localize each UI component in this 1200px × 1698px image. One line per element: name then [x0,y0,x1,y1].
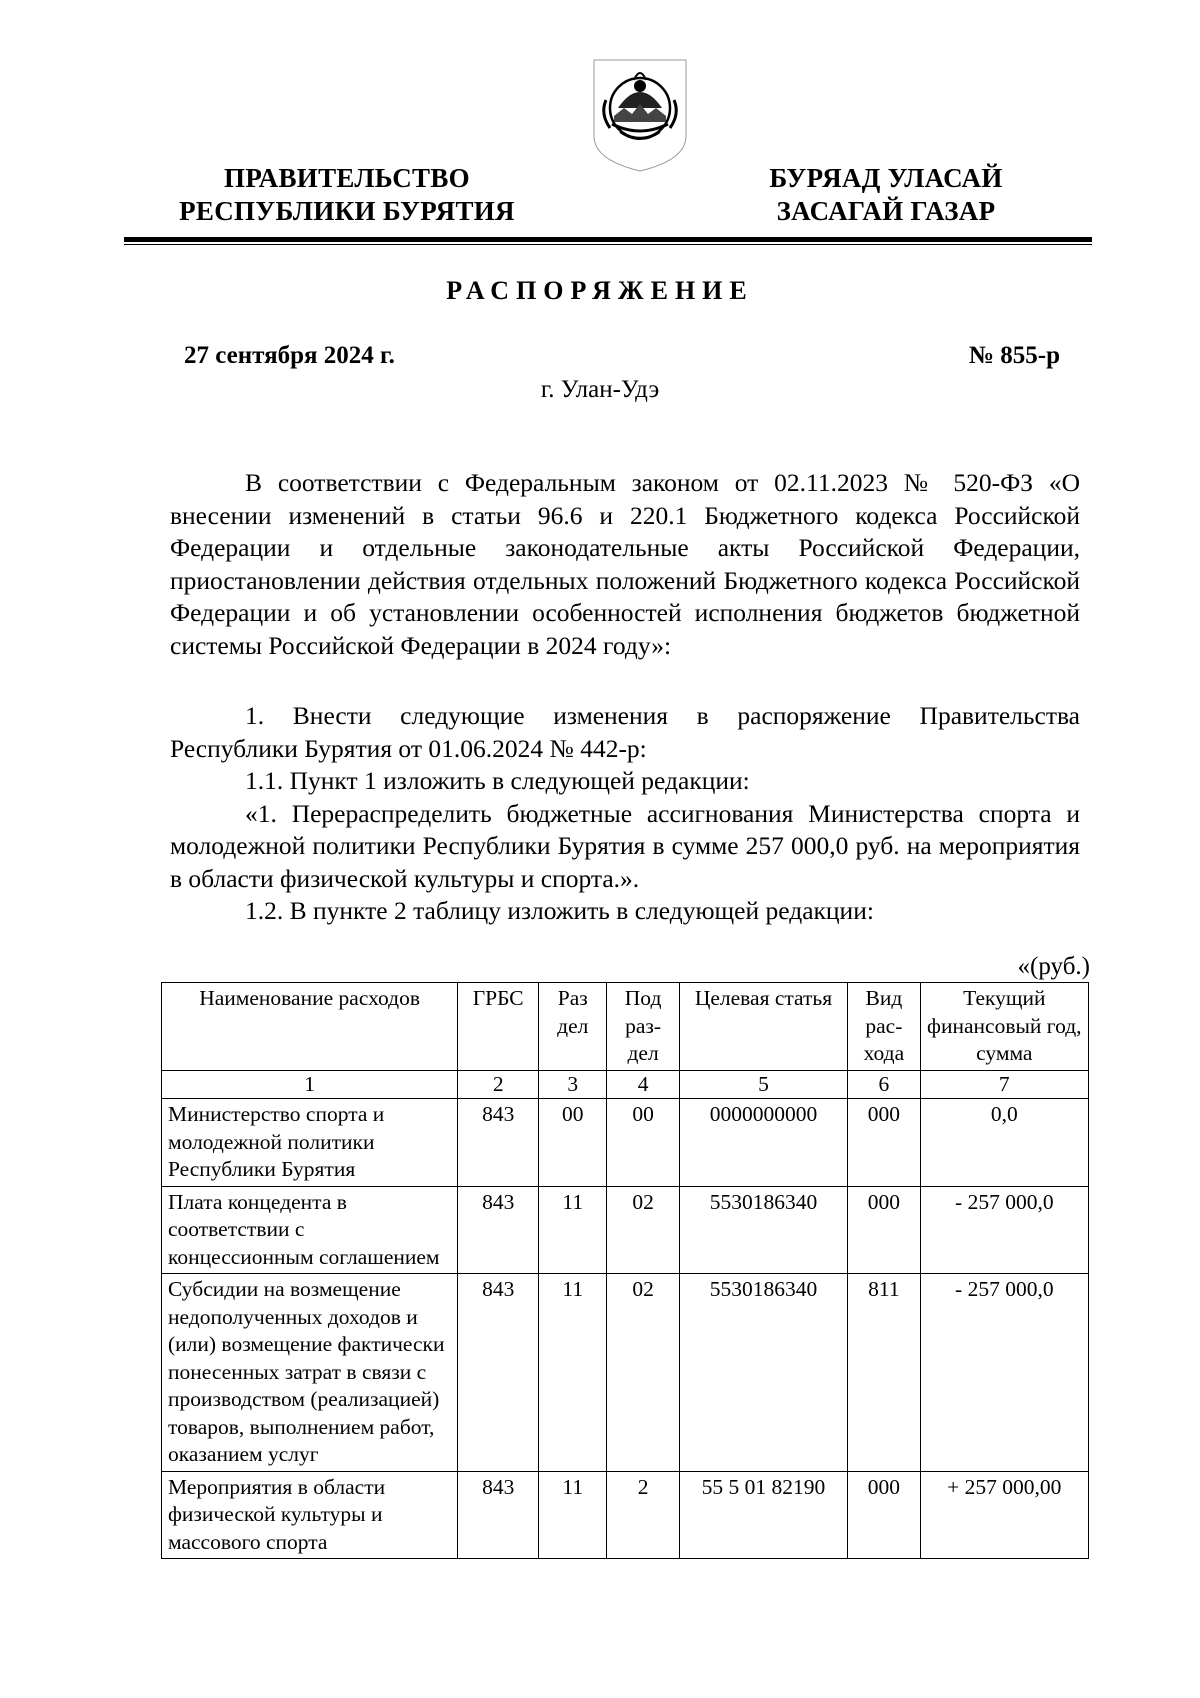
table-row [162,1186,1089,1274]
government-name-buryat [706,162,1066,228]
cell-target: 5530186340 [679,1274,847,1472]
cell-subsection: 00 [607,1099,679,1187]
cell-subsection: 2 [607,1471,679,1559]
government-name-line1: ПРАВИТЕЛЬСТВО [224,163,470,193]
header-cell-type: Вид рас- хода [848,983,920,1071]
header-cell-section: Раз дел [539,983,607,1071]
column-number: 4 [607,1070,679,1099]
header-cell-subsection: Под раз- дел [607,983,679,1071]
item-1-1-text-paragraph: «1. Перераспределить бюджетные ассигнования Министерства спорта и молодежной политики Республики Бурятия в сумме 257 000,0 руб. на мероприятия в области физической культуры и спорта.». [170,798,1080,893]
cell-amount: - 257 000,0 [920,1274,1088,1472]
header-cell-target: Целевая статья [679,983,847,1071]
cell-section: 11 [539,1186,607,1274]
table-row [162,1274,1089,1472]
coat-of-arms-icon [590,56,690,174]
government-name-line2: РЕСПУБЛИКИ БУРЯТИЯ [179,196,515,226]
cell-name: Мероприятия в области физической культуры и массового спорта [162,1471,458,1559]
budget-table [161,982,1089,1559]
preamble-paragraph: В соответствии с Федеральным законом от 02.11.2023 № 520-ФЗ «О внесении изменений в статьи 96.6 и 220.1 Бюджетного кодекса Российской Федерации и отдельные законодательные акты Российской Федерации, приостановлении действия отдельных положений Бюджетного кодекса Российской Федерации и об установлении особенностей исполнения бюджетов бюджетной системы Российской Федерации в 2024 году»: [170,468,1080,660]
header-cell-amount: Текущий финансовый год, сумма [920,983,1088,1071]
header-divider-thick [124,237,1092,242]
cell-type: 000 [848,1471,920,1559]
cell-type: 000 [848,1099,920,1187]
table-number-row [162,1070,1089,1099]
cell-type: 811 [848,1274,920,1472]
table-header-row [162,983,1089,1071]
column-number: 1 [162,1070,458,1099]
header-divider-thin [124,244,1092,245]
cell-grbs: 843 [458,1099,539,1187]
government-name-buryat-line1: БУРЯАД УЛАСАЙ [769,163,1003,193]
cell-grbs: 843 [458,1274,539,1472]
cell-section: 11 [539,1471,607,1559]
document-date: 27 сентября 2024 г. [184,342,395,369]
cell-subsection: 02 [607,1186,679,1274]
column-number: 6 [848,1070,920,1099]
table-row [162,1471,1089,1559]
cell-subsection: 02 [607,1274,679,1472]
cell-amount: + 257 000,00 [920,1471,1088,1559]
cell-target: 0000000000 [679,1099,847,1187]
item-1-paragraph: 1. Внести следующие изменения в распоряжение Правительства Республики Бурятия от 01.06.2024 № 442-р: [170,701,1080,763]
government-name-russian [167,162,527,228]
cell-grbs: 843 [458,1471,539,1559]
table-row [162,1099,1089,1187]
cell-amount: - 257 000,0 [920,1186,1088,1274]
cell-name: Министерство спорта и молодежной политики Республики Бурятия [162,1099,458,1187]
cell-target: 55 5 01 82190 [679,1471,847,1559]
column-number: 5 [679,1070,847,1099]
items-block [170,700,1080,928]
header-cell-name: Наименование расходов [162,983,458,1071]
document-city: г. Улан-Удэ [540,376,660,403]
cell-type: 000 [848,1186,920,1274]
cell-grbs: 843 [458,1186,539,1274]
cell-amount: 0,0 [920,1099,1088,1187]
column-number: 2 [458,1070,539,1099]
document-type-title: РАСПОРЯЖЕНИЕ [446,276,754,305]
header-cell-grbs: ГРБС [458,983,539,1071]
cell-target: 5530186340 [679,1186,847,1274]
document-number: № 855-р [968,342,1060,369]
column-number: 3 [539,1070,607,1099]
table-unit-label: «(руб.) [1017,953,1090,980]
item-1-2-paragraph: 1.2. В пункте 2 таблицу изложить в следующей редакции: [245,896,874,925]
cell-name: Субсидии на возмещение недополученных доходов и (или) возмещение фактически понесенных затрат в связи с производством (реализацией) товаров, выполнением работ, оказанием услуг [162,1274,458,1472]
cell-name: Плата концедента в соответствии с концессионным соглашением [162,1186,458,1274]
cell-section: 00 [539,1099,607,1187]
item-1-1-paragraph: 1.1. Пункт 1 изложить в следующей редакции: [245,766,750,795]
column-number: 7 [920,1070,1088,1099]
government-name-buryat-line2: ЗАСАГАЙ ГАЗАР [776,196,996,226]
preamble-block [170,467,1080,662]
cell-section: 11 [539,1274,607,1472]
